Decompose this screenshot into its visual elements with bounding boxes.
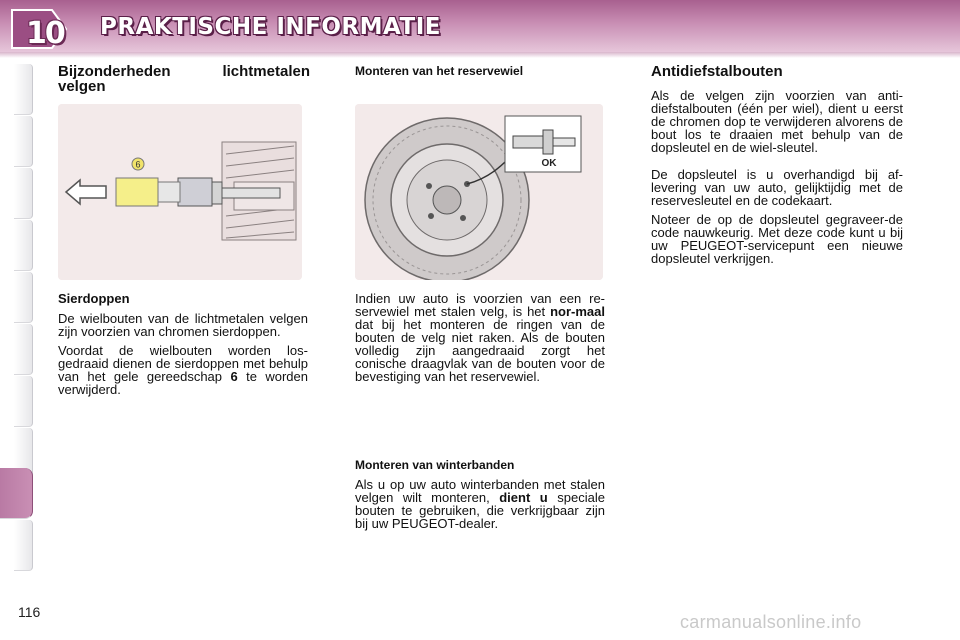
chapter-tab[interactable] [14,272,33,323]
chapter-badge [8,6,70,52]
heading-winter-tyres: Monteren van winterbanden [355,458,515,472]
column-spare-wheel [355,64,605,84]
column-alloy-wheels [58,64,310,94]
text-run: dat bij het monteren de ringen van de bouten de velg niet raken. Als de bouten volledig zijn aangedraaid zorgt het conische draagvlak van de bouten voor de bevestiging van het reservewiel. [355,317,605,384]
hubcap [178,178,212,206]
emphasis-normal: nor-maal [550,304,605,319]
section-title-alloy-wheels: Bijzonderheden lichtmetalen velgen [58,63,310,95]
tyre [365,118,529,280]
figure-spare-wheel [355,104,603,280]
page-title: PRAKTISCHE INFORMATIE [100,14,441,40]
figure-hubcap-tool [58,104,302,280]
header-shadow [0,52,960,58]
chapter-tab[interactable] [14,220,33,271]
paragraph-anti-theft-2: De dopsleutel is u overhandigd bij af-levering van uw auto, gelijktijdig met de reservesleutel en de codekaart. [651,167,903,208]
chapter-tab[interactable] [14,376,33,427]
text-run: speciale bouten te gebruiken, die verkrijgbaar zijn bij uw PEUGEOT-dealer. [355,490,605,531]
chapter-tab[interactable] [14,324,33,375]
yellow-tool [116,178,158,206]
paragraph-anti-theft-3: Noteer de op de dopsleutel gegraveer-de code nauwkeurig. Met deze code kunt u bij uw PEUGEOT-servicepunt een nieuwe dopsleutel verkrijgen. [651,212,903,266]
heading-spare-wheel: Monteren van het reservewiel [355,64,524,78]
paragraph-winter-tyres [355,478,605,530]
paragraph-spare-wheel [355,292,605,383]
column-anti-theft [651,64,903,271]
watermark: carmanualsonline.info [680,612,862,632]
text-run: te worden verwijderd. [58,369,308,397]
text-run: Voordat de wielbouten worden los-gedraaid dienen de sierdoppen met behulp van het gele gereedschap [58,343,308,384]
section-title-anti-theft: Antidiefstalbouten [651,63,783,80]
chapter-tab-active[interactable] [0,468,33,519]
hubcap-tool-illustration [58,104,302,280]
chapter-tabs [0,64,34,576]
text-run: Als u op uw auto winterbanden met stalen velgen wilt monteren, [355,477,605,505]
column-winter-tyres [355,458,605,536]
paragraph-anti-theft-1: Als de velgen zijn voorzien van anti-diefstalbouten (één per wiel), dient u eerst de chromen dop te verwijderen alvorens de bout los te draaien met behulp van de dopsleutel en de wiel-sleutel. [651,88,903,155]
text-run: Indien uw auto is voorzien van een re-servewiel met stalen velg, is het [355,291,605,319]
chapter-number: 10 [26,16,64,51]
chapter-tab[interactable] [14,64,33,115]
page-number: 116 [18,604,41,620]
tool-label: 6 [135,159,141,170]
spare-wheel-illustration [355,104,603,280]
tool-number-ref: 6 [230,369,238,384]
column-alloy-text [58,292,308,402]
chapter-tab[interactable] [14,116,33,167]
ok-label: OK [541,158,557,169]
chapter-tab[interactable] [14,520,33,571]
subheading-hubcaps: Sierdoppen [58,291,130,306]
emphasis-must: dient u [499,490,548,505]
paragraph-hubcaps: De wielbouten van de lichtmetalen velgen zijn voorzien van chromen sierdoppen. [58,311,308,339]
paragraph-remove-hubcaps [58,344,308,396]
chapter-tab[interactable] [14,168,33,219]
column-spare-text [355,292,605,389]
